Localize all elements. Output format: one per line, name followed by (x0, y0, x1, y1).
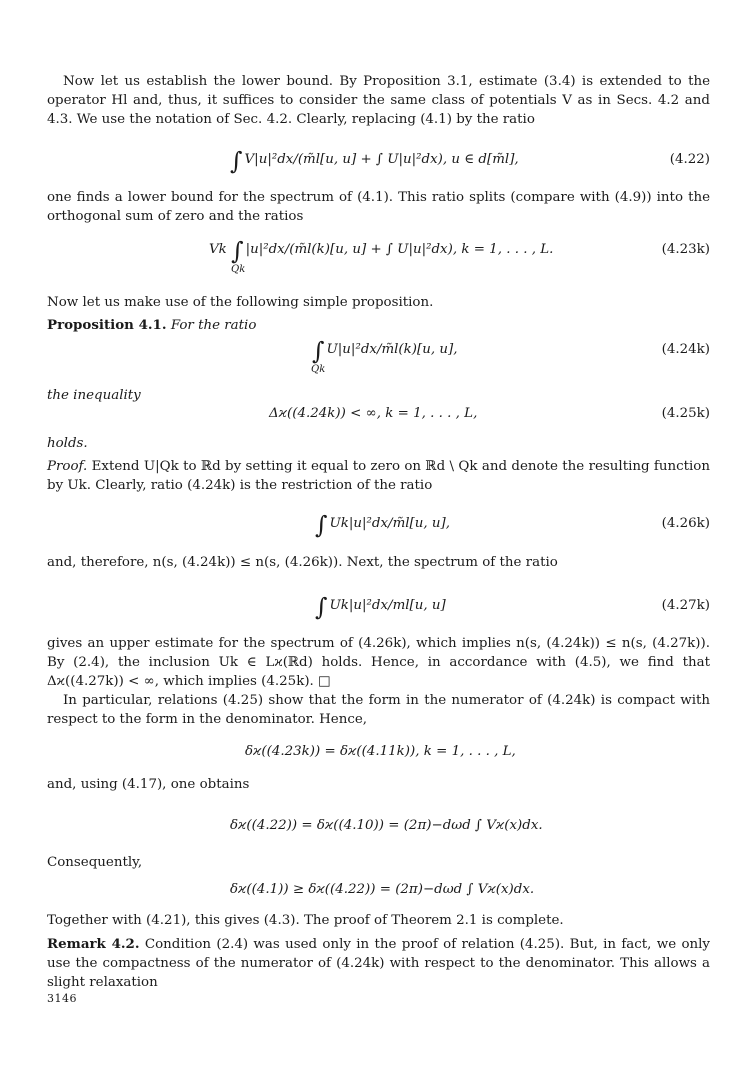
equation-4-25k (47, 400, 710, 428)
equation-number: (4.22) (669, 152, 710, 167)
paragraph-lower-bound: Now let us establish the lower bound. By Proposition 3.1, estimate (3.4) is extended to the operator Hl and, thus, it suffices to consider the same class of potentials V as in Secs. 4.2 and 4.3. We use the notation of Sec. 4.2. Clearly, replacing (4.1) by the ratio (47, 74, 710, 127)
equation-body (269, 404, 477, 424)
equation-number: (4.23k) (661, 242, 710, 257)
equation-delta-4-1 (47, 876, 710, 904)
equation-4-22 (47, 146, 710, 174)
page-number: 3146 (47, 992, 77, 1005)
integral-icon: ∫ (312, 337, 325, 365)
equation-prefix: Vk (209, 242, 227, 257)
integral-icon: ∫ (315, 593, 328, 621)
equation-text: |u|²dx/(m̃l(k)[u, u] + ∫ U|u|²dx), k = 1, . . . , L. (245, 242, 554, 257)
paragraph-proposition-intro: Now let us make use of the following simple proposition. (47, 295, 434, 310)
paragraph-after-4-27k: gives an upper estimate for the spectrum of (4.26k), which implies n(s, (4.24k)) ≤ n(s, (4.27k)). By (2.4), the inclusion Uk ∈ Lϰ(ℝd) holds. Hence, in accordance with (4.5), we find that Δϰ((4.27k)) < ∞, which implies (4.25k). □ (47, 636, 710, 689)
equation-body (312, 337, 458, 365)
equation-delta-4-22 (47, 812, 710, 840)
integration-domain: Qk (231, 264, 246, 275)
equation-body (245, 742, 516, 762)
equation-text: Uk|u|²dx/m̃l[u, u], (329, 516, 451, 531)
equation-body (230, 816, 543, 836)
proof-paragraph (47, 457, 710, 495)
paragraph-in-particular: In particular, relations (4.25) show that the form in the numerator of (4.24k) is compact with respect to the form in the denominator. Hence, (47, 693, 710, 727)
paragraph-ratio-split: one finds a lower bound for the spectrum of (4.1). This ratio splits (compare with (4.9)) into the orthogonal sum of zero and the ratios (47, 190, 710, 224)
integral-icon: ∫ (315, 511, 328, 539)
integral-icon: ∫ (230, 147, 243, 175)
proof-label: Proof. (47, 459, 88, 474)
holds-text: holds. (47, 436, 88, 451)
equation-text: δϰ((4.23k)) = δϰ((4.11k)), k = 1, . . . , L, (245, 744, 516, 759)
remark-text: Condition (2.4) was used only in the proof of relation (4.25). But, in fact, we only use the compactness of the numerator of (4.24k) with respect to the denominator. This allows a slight relaxation (47, 937, 710, 990)
equation-body (209, 237, 554, 265)
equation-4-27k (47, 592, 710, 620)
equation-body (315, 593, 446, 621)
equation-delta-4-23k (47, 738, 710, 766)
equation-body (315, 511, 451, 539)
remark-label: Remark 4.2. (47, 936, 140, 952)
equation-text: δϰ((4.22)) = δϰ((4.10)) = (2π)−dωd ∫ Vϰ(x)dx. (230, 818, 543, 833)
equation-text: Δϰ((4.24k)) < ∞, k = 1, . . . , L, (269, 406, 478, 421)
integration-domain: Qk (311, 364, 326, 375)
equation-text: Uk|u|²dx/ml[u, u] (329, 598, 446, 613)
equation-text: V|u|²dx/(m̃l[u, u] + ∫ U|u|²dx), u ∈ d[m̃l], (244, 152, 519, 167)
inequality-label: the inequality (47, 388, 141, 403)
proposition-text: For the ratio (170, 318, 257, 333)
paragraph-consequently: Consequently, (47, 855, 143, 870)
equation-number: (4.24k) (661, 342, 710, 357)
equation-4-24k (47, 336, 710, 375)
paragraph-after-4-26k: and, therefore, n(s, (4.24k)) ≤ n(s, (4.26k)). Next, the spectrum of the ratio (47, 555, 558, 570)
proposition-label: Proposition 4.1. (47, 317, 167, 333)
paragraph-using-4-17: and, using (4.17), one obtains (47, 777, 250, 792)
integral-icon: ∫ (231, 237, 244, 265)
equation-4-26k (47, 510, 710, 538)
equation-text: U|u|²dx/m̃l(k)[u, u], (326, 342, 458, 357)
paragraph-together: Together with (4.21), this gives (4.3). The proof of Theorem 2.1 is complete. (47, 913, 564, 928)
proposition-4-1 (47, 316, 710, 335)
equation-body (230, 880, 534, 900)
remark-4-2 (47, 935, 710, 992)
equation-text: δϰ((4.1)) ≥ δϰ((4.22)) = (2π)−dωd ∫ Vϰ(x)dx. (230, 882, 535, 897)
equation-body (230, 147, 519, 175)
equation-number: (4.27k) (661, 598, 710, 613)
equation-number: (4.25k) (661, 406, 710, 421)
equation-4-23k (47, 236, 710, 275)
equation-number: (4.26k) (661, 516, 710, 531)
proof-text: Extend U|Qk to ℝd by setting it equal to zero on ℝd \ Qk and denote the resulting function by Uk. Clearly, ratio (4.24k) is the restriction of the ratio (47, 459, 710, 493)
